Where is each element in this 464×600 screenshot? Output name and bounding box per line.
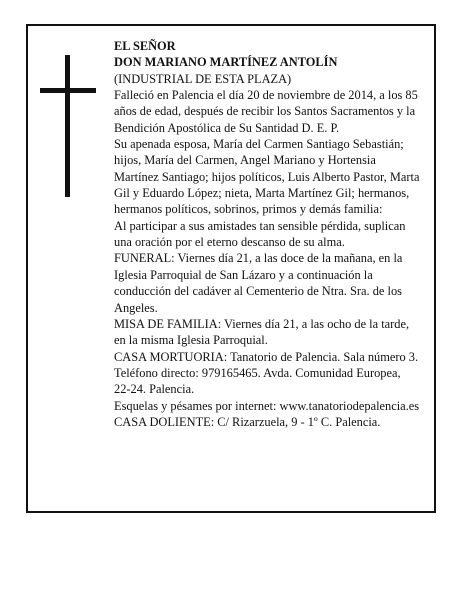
deceased-name: DON MARIANO MARTÍNEZ ANTOLÍN bbox=[114, 55, 338, 70]
paragraph-funeral-home: CASA MORTUORIA: Tanatorio de Palencia. Sala número 3. Teléfono directo: 979165465. Avda. Comunidad Europea, 22-24. Palencia. bbox=[114, 349, 419, 397]
title-line-1: EL SEÑOR bbox=[114, 39, 176, 53]
obituary-text bbox=[114, 38, 420, 430]
paragraph-death: Falleció en Palencia el día 20 de noviembre de 2014, a los 85 años de edad, después de recibir los Santos Sacramentos y la Bendición Apostólica de Su Santidad D. E. P. bbox=[114, 88, 418, 135]
paragraph-internet: Esquelas y pésames por internet: www.tanatoriodepalencia.es bbox=[114, 398, 420, 413]
cross-horizontal-bar bbox=[40, 88, 96, 93]
subtitle: (INDUSTRIAL DE ESTA PLAZA) bbox=[114, 71, 292, 86]
cross-icon bbox=[40, 55, 96, 197]
paragraph-family-mass: MISA DE FAMILIA: Viernes día 21, a las ocho de la tarde, en la misma Iglesia Parroquial. bbox=[114, 316, 410, 348]
paragraph-family-home: CASA DOLIENTE: C/ Rizarzuela, 9 - 1º C. Palencia. bbox=[114, 414, 381, 429]
cross-vertical-bar bbox=[65, 55, 70, 197]
paragraph-funeral: FUNERAL: Viernes día 21, a las doce de la mañana, en la Iglesia Parroquial de San Lázaro y a continuación la conducción del cadáver al Cementerio de Ntra. Sra. de los Angeles. bbox=[114, 251, 403, 315]
paragraph-request: Al participar a sus amistades tan sensible pérdida, suplican una oración por el eterno descanso de su alma. bbox=[114, 218, 406, 250]
paragraph-family: Su apenada esposa, María del Carmen Santiago Sebastián; hijos, María del Carmen, Angel Mariano y Hortensia Martínez Santiago; hijos políticos, Luis Alberto Pastor, Marta Gil y Eduardo López; nieta, Marta Martínez Gil; hermanos, hermanos políticos, sobrinos, primos y demás familia: bbox=[114, 137, 420, 217]
